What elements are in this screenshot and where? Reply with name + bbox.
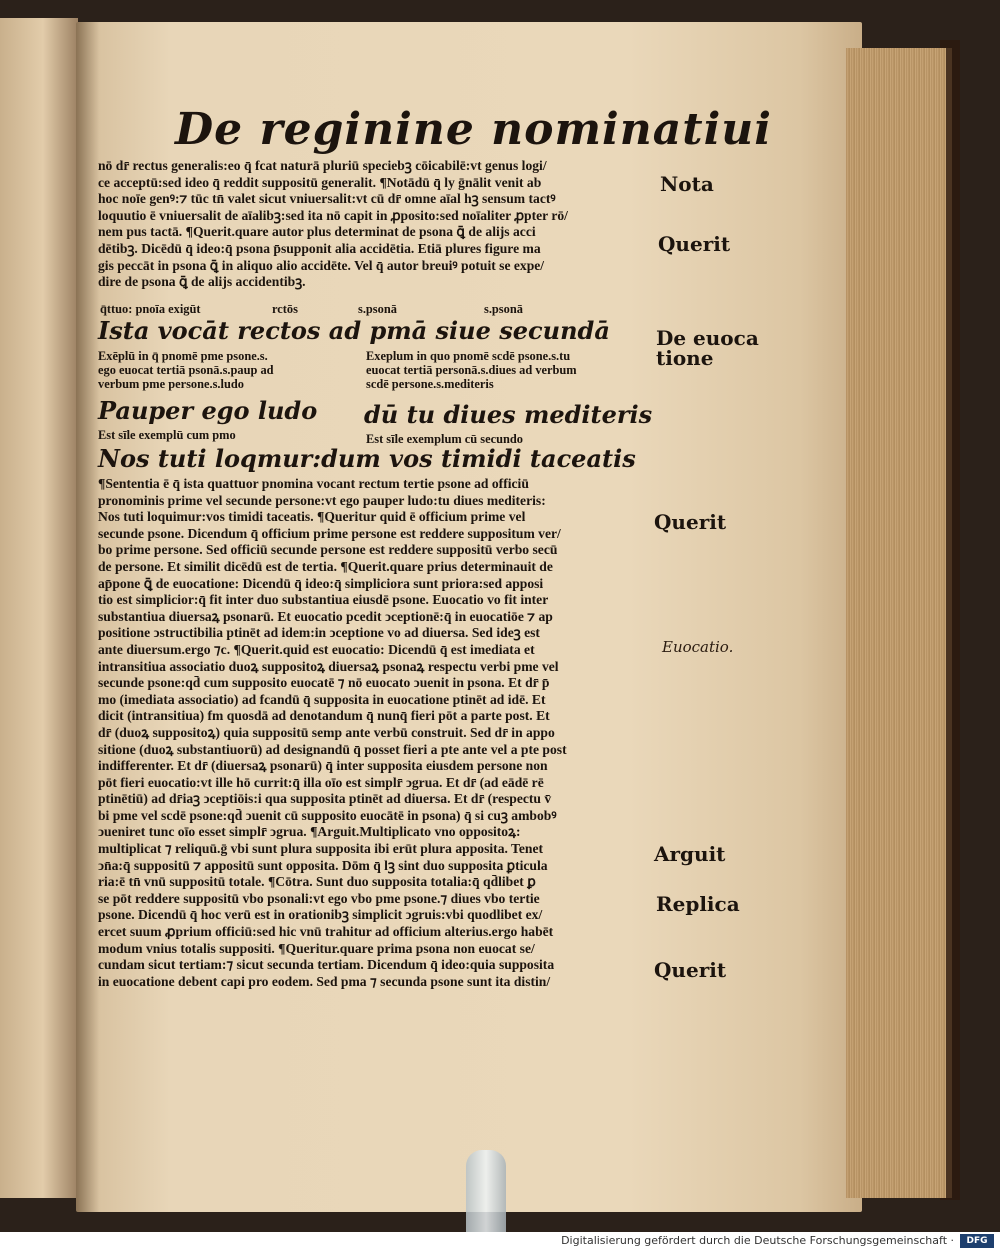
facing-page-edge: [0, 18, 78, 1198]
est-right: Est sīle exemplum cū secundo: [366, 432, 523, 446]
margin-note-arguit: Arguit: [654, 842, 726, 866]
text-line: secunde psone:qd̄ cum supposito euocatē ⁊ nō euocato ↄuenit in psona. Et dr̄ p̄: [98, 675, 550, 691]
text-line: substantiua diuersaꝝ psonarū. Et euocatio pcedit ↄceptionē:q̄ in euocatiōe ⁊ ap: [98, 608, 553, 624]
text-line: pronominis prime vel secunde persone:vt ego pauper ludo:tu diues mediteris:: [98, 492, 546, 508]
text-line: loquutio ē vniuersalit de aīalibꝫ:sed ita nō capit in ꝓposito:sed noīaliter ꝓpter rō/: [98, 207, 568, 223]
example-line: Exeplum in quo pnomē scdē psone.s.tu: [366, 349, 571, 363]
margin-note-nota: Nota: [660, 172, 714, 196]
example-right: [366, 349, 577, 391]
margin-note-querit: Querit: [654, 958, 727, 982]
text-line: psone. Dicendū q̄ hoc verū est in orationibꝫ simplicit ↄgruis:vbi quodlibet ex/: [98, 907, 543, 923]
verse-line-2-right: dū tu diues mediteris: [364, 400, 653, 429]
text-line: in euocatione debent capi pro eodem. Sed pma ⁊ secunda psone sunt ita distin/: [98, 973, 551, 989]
text-line: ce acceptū:sed ideo q̄ reddit suppositū generalit. ¶Notādū q̄ ly ḡnālit venit ab: [98, 174, 542, 190]
example-line: ego euocat tertiā psonā.s.paup ad: [98, 363, 274, 377]
margin-note-querit: Querit: [654, 510, 727, 534]
text-line: hoc noīe genꝰ:⁊ tūc tn̄ valet sicut vniuersalit:vt cū dr̄ omne aīal hꝫ sensum tactꝰ: [98, 191, 556, 207]
text-block-1: [98, 158, 653, 291]
dfg-logo: DFG: [960, 1234, 994, 1248]
verse-line-2-left: Pauper ego ludo: [98, 396, 318, 425]
example-line: verbum pme persone.s.ludo: [98, 377, 244, 391]
page-heading: De reginine nominatiui: [175, 104, 772, 155]
example-left: [98, 349, 274, 391]
text-block-3: [98, 476, 653, 990]
text-line: ante diuersum.ergo ⁊c. ¶Querit.quid est euocatio: Dicendū q̄ est imediata et: [98, 641, 535, 657]
text-line: nem pus tactā. ¶Querit.quare autor plus determinat de psona ꝗ̄ de alijs acci: [98, 224, 536, 240]
text-line: se pōt reddere suppositū vbo psonali:vt ego vbo pme psone.⁊ diues vbo tertie: [98, 890, 540, 906]
text-line: ↄn̄a:q̄ suppositū ⁊ appositū sunt opposita. Dōm q̄ lꝫ sint duo supposita ꝑticula: [98, 857, 548, 873]
text-line: ercet suum ꝓprium officiū:sed hic vnū trahitur ad officium alterius.ergo habēt: [98, 924, 554, 940]
text-line: dire de psona ꝗ̄ de alijs accidentibꝫ.: [98, 274, 306, 290]
footer-bar: [0, 1232, 1000, 1250]
text-line: ria:ē tn̄ vnū suppositū totale. ¶Cōtra. Sunt duo supposita totalia:q̄ qd̄libet ꝑ: [98, 874, 536, 890]
text-line: multiplicat ⁊ reliquū.ḡ vbi sunt plura supposita ibi erūt plura apposita. Tenet: [98, 841, 544, 857]
margin-note-handwritten: Euocatio.: [662, 638, 734, 656]
text-line: positione ↄstructibilia ptinēt ad idem:in ↄceptione vo ad diuersa. Sed ideꝫ est: [98, 625, 540, 641]
text-line: intransitiua associatio duoꝝ suppositoꝝ diuersaꝝ psonaꝝ respectu verbi pme vel: [98, 658, 559, 674]
example-line: Exēplū in q̄ pnomē pme psone.s.: [98, 349, 268, 363]
text-line: ↄueniret tunc oīo esset simplr̄ ↄgrua. ¶Arguit.Multiplicato vno oppositoꝝ:: [98, 824, 521, 840]
text-line: dētibꝫ. Dicēdū q̄ ideo:q̄ psona p̄supponit alia accidētia. Etiā plures figure ma: [98, 240, 541, 256]
book-stand: [466, 1150, 506, 1232]
text-line: gis peccāt in psona ꝗ̄ in aliquo alio accidēte. Vel q̄ autor breuiꝰ potuit se expe/: [98, 257, 545, 273]
text-line: pōt fieri euocatio:vt ille hō currit:q̄ illa oīo est simplr̄ ↄgrua. Et dr̄ (ad eādē rē: [98, 774, 544, 790]
text-line: bo prime persone. Sed officiū secunde persone est reddere suppositū verbo secū: [98, 542, 558, 558]
text-line: nō dr̄ rectus generalis:eo q̄ fcat naturā pluriū speciebꝫ cōicabilē:vt genus logi/: [98, 158, 547, 173]
funding-credit: Digitalisierung gefördert durch die Deutsche Forschungsgemeinschaft ·: [561, 1234, 954, 1247]
text-line: tio est simplicior:q̄ fit inter duo substantiua eiusdē psone. Euocatio vo fit inter: [98, 592, 549, 608]
text-line: Nos tuti loquimur:vos timidi taceatis. ¶Queritur quid ē officium prime vel: [98, 509, 526, 525]
text-line: mo (imediata associatio) ad fcandū q̄ supposita in euocatione ptinēt ad idē. Et: [98, 691, 546, 707]
text-line: cundam sicut tertiam:⁊ sicut secunda tertiam. Dicendum q̄ ideo:quia supposita: [98, 957, 555, 973]
margin-note-replica: Replica: [656, 892, 740, 916]
text-line: modum vnius totalis suppositi. ¶Queritur.quare prima psona non euocat se/: [98, 940, 535, 956]
text-line: secunde psone. Dicendum q̄ officium prime persone est reddere suppositum ver/: [98, 525, 561, 541]
gloss-word: s.psonā: [358, 302, 397, 316]
verse-line-1: Ista vocāt rectos ad pmā siue secundā: [98, 316, 610, 345]
est-left: Est sīle exemplū cum pmo: [98, 428, 236, 442]
margin-note-de-euocatione-cont: tione: [656, 346, 714, 370]
text-line: bi pme vel scdē psone:qd̄ ↄuenit cū supposito euocātē in psona) q̄ si cuꝫ ambobꝰ: [98, 807, 557, 823]
text-line: ap̄pone ꝗ̄ de euocatione: Dicendū q̄ ideo:q̄ simpliciora sunt priora:sed apposi: [98, 575, 544, 591]
text-line: ptinētiū) ad dr̄iaꝫ ↄceptiōis:i qua supposita ptinēt ad diuersa. Et dr̄ (respectu v̄: [98, 791, 552, 807]
page-block-edge: [846, 48, 952, 1198]
gloss-word: rctōs: [272, 302, 298, 316]
example-line: euocat tertiā personā.s.diues ad verbum: [366, 363, 577, 377]
text-line: indifferenter. Et dr̄ (diuersaꝝ psonarū) q̄ inter supposita eiusdem persone non: [98, 758, 548, 774]
text-line: dr̄ (duoꝝ suppositoꝝ) quia suppositū semp ante verbū construit. Sed dr̄ in appo: [98, 724, 555, 740]
text-line: dicit (intransitiua) fm quosdā ad denotandum q̄ nunq̄ fieri pōt a parte post. Et: [98, 708, 550, 724]
margin-note-de-euocatione: De euoca: [656, 326, 759, 350]
example-line: scdē persone.s.mediteris: [366, 377, 494, 391]
text-line: ¶Sententia ē q̄ ista quattuor pnomina vocant rectum tertie psone ad officiū: [98, 476, 529, 491]
text-line: sitione (duoꝝ substantiuorū) ad designandū q̄ posset fieri a pte ante vel a pte post: [98, 741, 567, 757]
text-line: de persone. Et similit dicēdū est de tertia. ¶Querit.quare prius determinauit de: [98, 558, 553, 574]
margin-note-querit: Querit: [658, 232, 731, 256]
gloss-word: q̄ttuo: pnoīa exigūt: [100, 302, 201, 316]
verse-line-3: Nos tuti loqmur:dum vos timidi taceatis: [98, 444, 636, 473]
gloss-word: s.psonā: [484, 302, 523, 316]
